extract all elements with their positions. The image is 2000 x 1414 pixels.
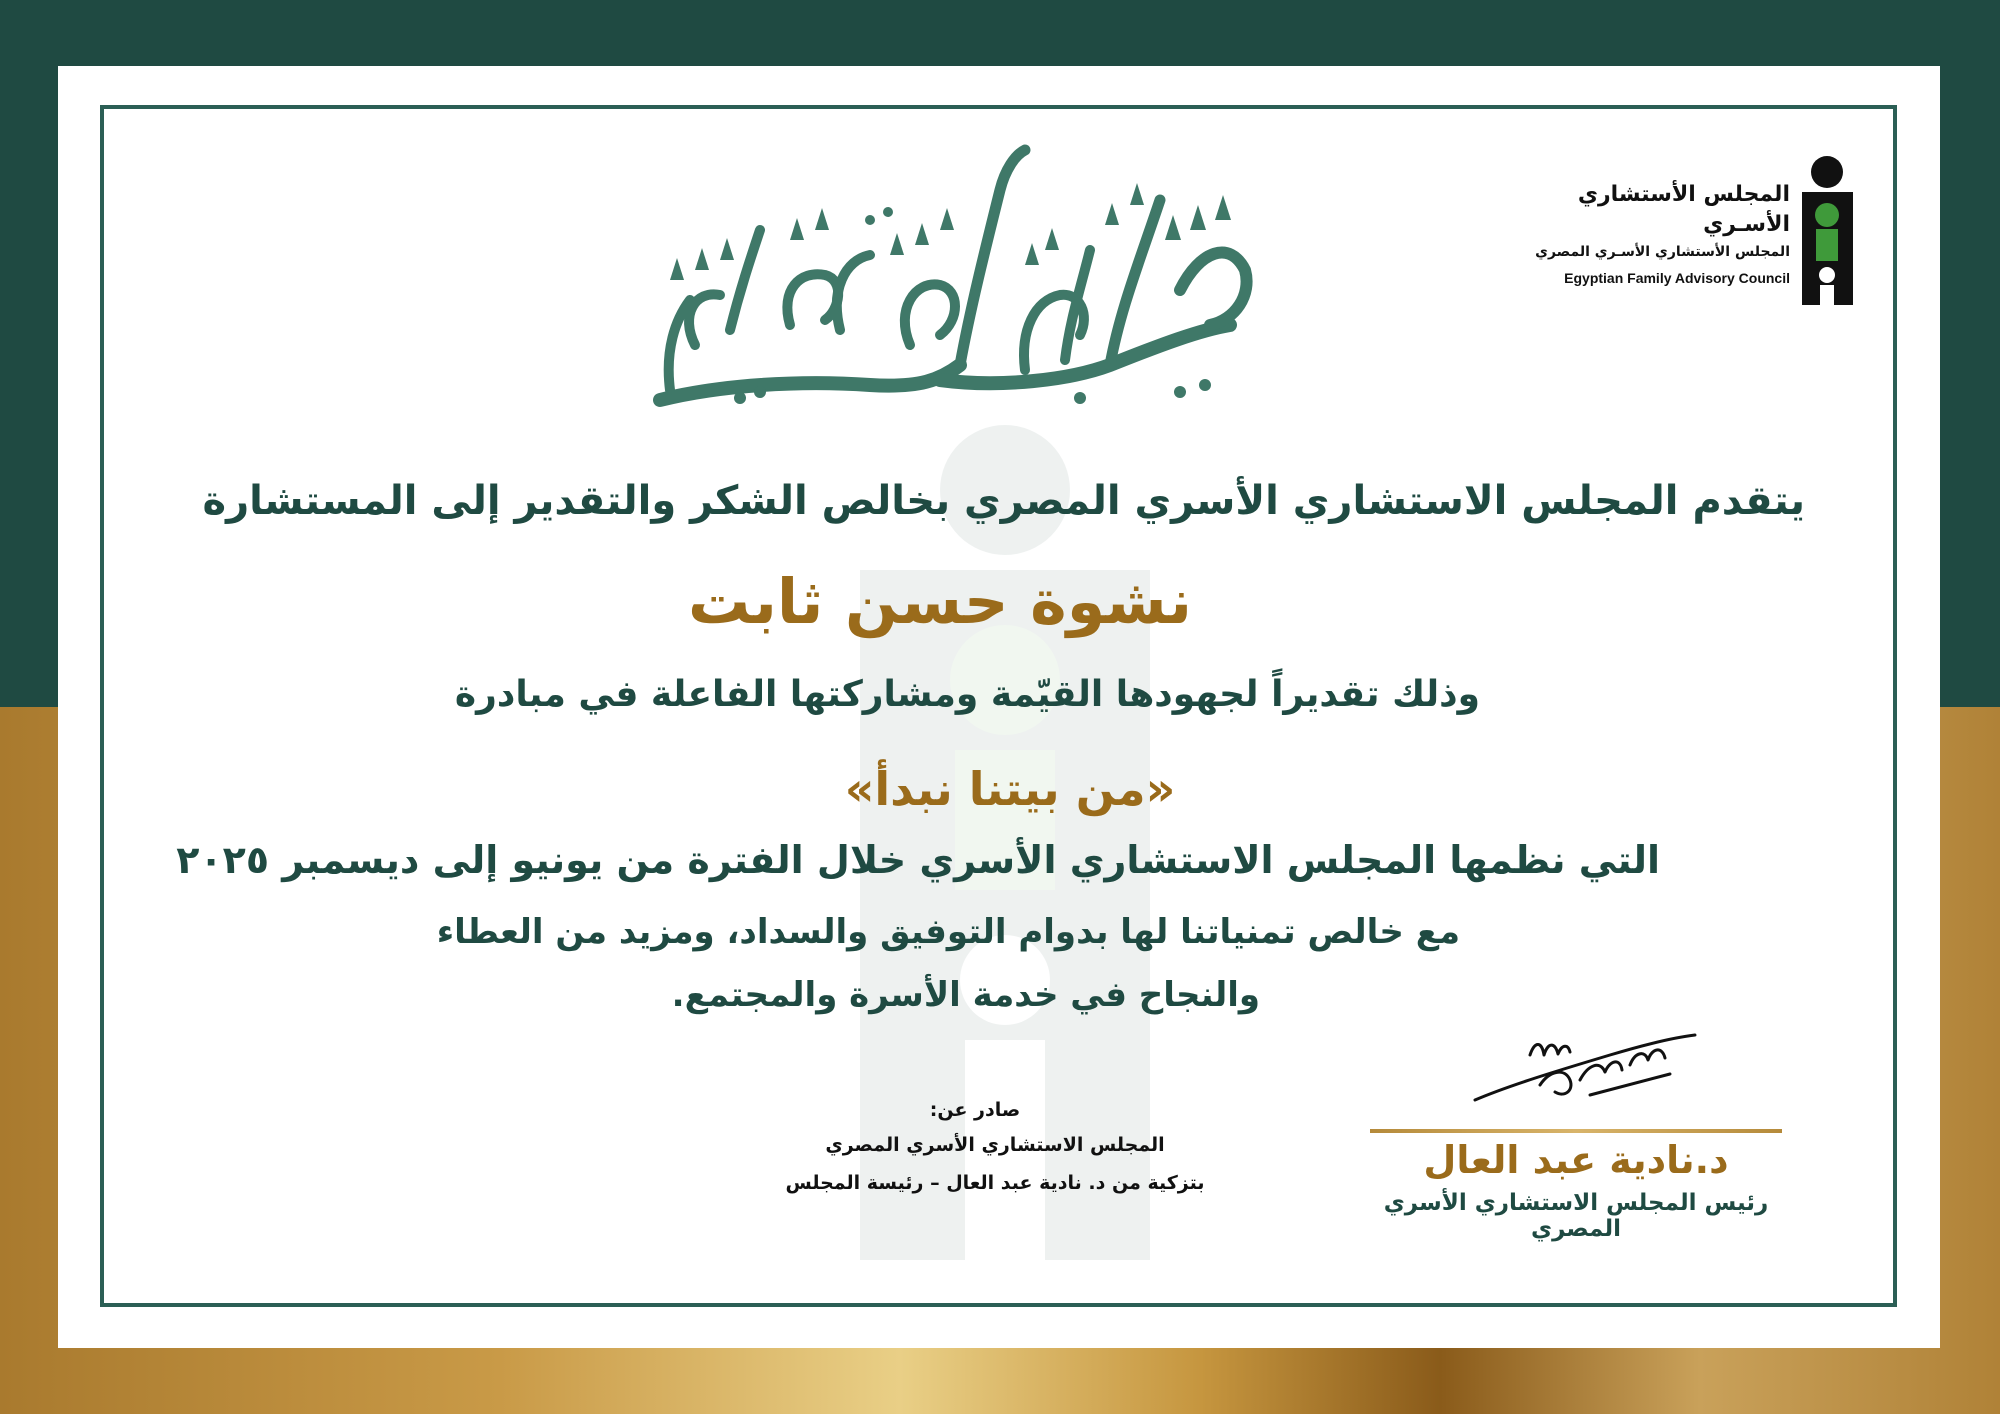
handwritten-signature <box>1470 1030 1700 1110</box>
issued-org: المجلس الاستشاري الأسري المصري <box>825 1134 1165 1156</box>
organized-line: التي نظمها المجلس الاستشاري الأسري خلال الفترة من يونيو إلى ديسمبر ٢٠٢٥ <box>176 838 1660 882</box>
logo-name-english: Egyptian Family Advisory Council <box>1564 270 1790 286</box>
wishes-line-1: مع خالص تمنياتنا لها بدوام التوفيق والسداد، ومزيد من العطاء <box>436 912 1460 952</box>
council-logo <box>1505 150 1855 310</box>
signatory-name: د.نادية عبد العال <box>1423 1138 1729 1182</box>
signature-block <box>1370 1030 1782 1242</box>
issued-by-block <box>770 1095 1220 1201</box>
logo-name-arabic: المجلس الأستشاري الأسـري <box>1577 182 1790 237</box>
signatory-role: رئيس المجلس الاستشاري الأسري المصري <box>1383 1190 1769 1242</box>
logo-subtitle-arabic: المجلس الأستشاري الأسـري المصري <box>1535 244 1790 260</box>
recipient-name: نشوة حسن ثابت <box>687 565 1193 638</box>
issued-label: صادر عن: <box>929 1099 1021 1121</box>
issued-endorsement: بتزكية من د. نادية عبد العال – رئيسة المجلس <box>785 1172 1205 1194</box>
reason-line: وذلك تقديراً لجهودها القيّمة ومشاركتها الفاعلة في مبادرة <box>454 674 1480 715</box>
logo-text <box>1505 180 1790 292</box>
wishes-line-2: والنجاح في خدمة الأسرة والمجتمع. <box>671 975 1260 1015</box>
logo-mark-icon <box>1800 155 1855 305</box>
certificate-title-calligraphy <box>640 130 1260 420</box>
signature-divider <box>1370 1129 1782 1133</box>
initiative-name: «من بيتنا نبدأ» <box>844 762 1176 816</box>
intro-line: يتقدم المجلس الاستشاري الأسري المصري بخالص الشكر والتقدير إلى المستشارة <box>202 478 1805 524</box>
